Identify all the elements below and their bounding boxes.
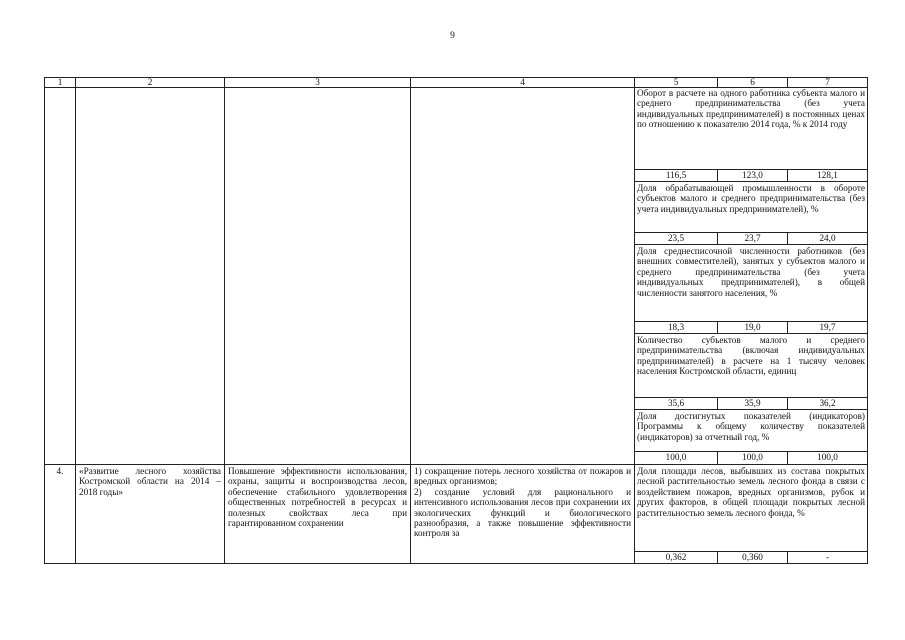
- program-tasks: 1) сокращение потерь лесного хозяйства от пожаров и вредных организмов; 2) создание условий для рационального и интенсивного использования лесов при сохранении их экологических функций и биологического разнообразия, а также повышение эффективности контроля за: [414, 466, 631, 539]
- indicator-text: Доля достигнутых показателей (индикаторов) Программы к общему количеству показателей (индикаторов) за отчетный год, %: [637, 411, 865, 442]
- indicator-value: 23,5: [667, 233, 685, 243]
- indicator-text: Доля площади лесов, выбывших из состава покрытых лесной растительностью земель лесного фонда в связи с воздействием пожаров, вредных организмов, рубок и других факторов, в общей площади покрытых лесной растительностью земель лесного фонда, %: [637, 466, 865, 518]
- indicator-value: 100,0: [742, 452, 763, 462]
- program-goal: Повышение эффективности использования, охраны, защиты и воспроизводства лесов, обеспечение стабильного удовлетворения общественных потребностей в ресурсах и полезных свойствах леса при гарантированном сохранении: [228, 466, 407, 529]
- indicator-value: 0,362: [665, 552, 687, 562]
- program-name: «Развитие лесного хозяйства Костромской области на 2014 – 2018 годы»: [79, 466, 221, 497]
- rule: [75, 77, 76, 564]
- indicator-value: 116,5: [665, 170, 687, 180]
- indicator-value: 36,2: [819, 398, 836, 408]
- indicator-value: 100,0: [817, 452, 838, 462]
- header-col-1: 1: [57, 77, 63, 87]
- indicator-value: 24,0: [819, 233, 836, 243]
- indicator-value: 100,0: [665, 452, 687, 462]
- rule: [634, 181, 868, 182]
- indicator-value: 18,3: [667, 322, 685, 332]
- indicator-value: 123,0: [742, 170, 763, 180]
- rule: [867, 77, 868, 564]
- header-col-3: 3: [315, 77, 320, 87]
- rule: [634, 409, 868, 410]
- indicator-text: Доля среднесписочной численности работников (без внешних совместителей), занятых у субъектов малого и среднего предпринимательства (без учета индивидуальных предпринимателей), в общей численности занятого населения, %: [637, 246, 865, 298]
- rule: [44, 77, 45, 564]
- indicator-value: 35,6: [667, 398, 685, 408]
- row-number: 4.: [56, 466, 64, 476]
- rule: [224, 77, 225, 564]
- rule: [634, 77, 635, 564]
- rule: [634, 244, 868, 245]
- indicator-value: 0,360: [742, 552, 763, 562]
- indicator-value: -: [825, 552, 830, 562]
- indicator-value: 128,1: [817, 170, 838, 180]
- indicator-value: 19,0: [744, 322, 761, 332]
- rule: [634, 333, 868, 334]
- rule: [44, 464, 868, 465]
- header-col-2: 2: [147, 77, 153, 87]
- rule: [410, 77, 411, 564]
- indicator-text: Доля обрабатывающей промышленности в обороте субъектов малого и среднего предпринимательства (без учета индивидуальных предпринимателей), %: [637, 183, 865, 214]
- header-col-7: 7: [825, 77, 830, 87]
- data-table: [44, 77, 868, 564]
- indicator-value: 19,7: [819, 322, 836, 332]
- indicator-text: Оборот в расчете на одного работника субъекта малого и среднего предпринимательства (без учета индивидуальных предпринимателей) в постоянных ценах по отношению к показателю 2014 года, % к 2014 году: [637, 88, 865, 130]
- page-number: 9: [450, 31, 455, 41]
- header-col-5: 5: [673, 77, 679, 87]
- header-col-4: 4: [520, 77, 525, 87]
- indicator-value: 35,9: [744, 398, 761, 408]
- rule: [44, 563, 868, 564]
- indicator-value: 23,7: [744, 233, 761, 243]
- indicator-text: Количество субъектов малого и среднего предпринимательства (включая индивидуальных предпринимателей) в расчете на 1 тысячу человек населения Костромской области, единиц: [637, 335, 865, 377]
- header-col-6: 6: [750, 77, 755, 87]
